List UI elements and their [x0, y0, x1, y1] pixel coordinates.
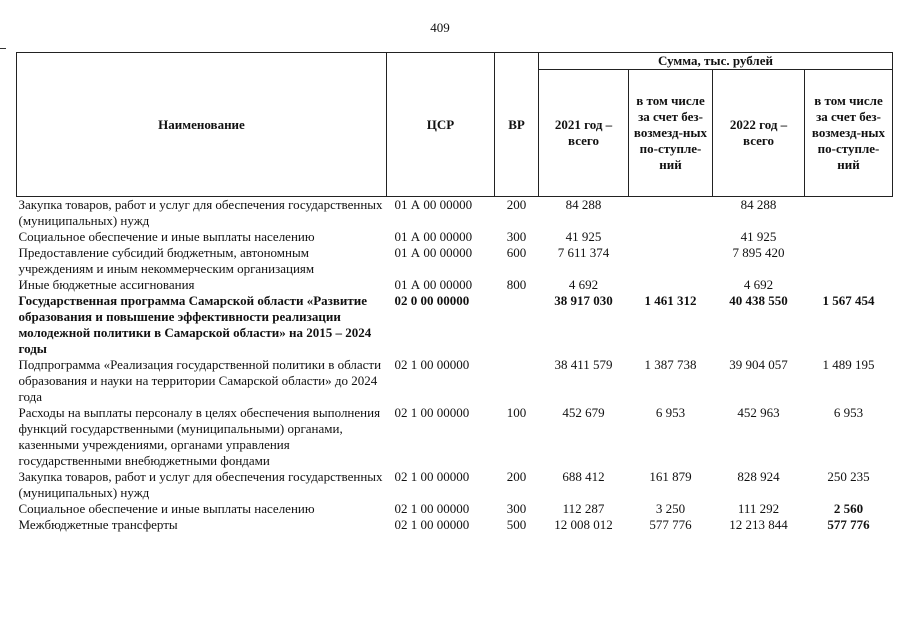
row-y2: 40 438 550: [729, 293, 788, 308]
table-row: [17, 277, 893, 293]
row-y1f: 1 387 738: [644, 357, 697, 372]
row-csr: 01 А 00 00000: [394, 197, 473, 212]
row-vr: 500: [506, 517, 527, 532]
table-row: [17, 405, 893, 469]
row-csr: 01 А 00 00000: [394, 277, 473, 292]
row-y2f: 250 235: [827, 469, 870, 484]
row-y2: 39 904 057: [729, 357, 788, 372]
header-year1-total: 2021 год – всего: [539, 70, 629, 197]
row-y1: 38 917 030: [554, 293, 613, 308]
table-row: [17, 501, 893, 517]
row-y2f: [805, 501, 893, 517]
row-y1: 12 008 012: [554, 517, 613, 532]
row-name: Предоставление субсидий бюджетным, автономным учреждениям и иным некоммерческим организациям: [18, 245, 315, 276]
row-y2: 7 895 420: [732, 245, 785, 260]
header-sum-group: Сумма, тыс. рублей: [539, 53, 893, 70]
table-row: [17, 469, 893, 501]
row-csr: 02 1 00 00000: [394, 405, 470, 420]
row-vr: 200: [506, 197, 527, 212]
row-vr: [495, 293, 539, 357]
header-year1-free: в том числе за счет без-возмезд-ных по-ступле-ний: [629, 70, 713, 197]
row-y2f: [805, 197, 893, 230]
header-name: Наименование: [17, 53, 387, 197]
row-y1f: [629, 277, 713, 293]
row-name: Закупка товаров, работ и услуг для обеспечения государственных (муниципальных) нужд: [18, 197, 383, 228]
row-y1f: [629, 245, 713, 277]
table-row-program: [17, 293, 893, 357]
row-csr: 02 0 00 00000: [394, 293, 470, 308]
row-y2: 84 288: [740, 197, 777, 212]
row-name: Расходы на выплаты персоналу в целях обеспечения выполнения функций государственными (муниципальными) органами, казенными учреждениями, органами управления государственными внебюджетными фондами: [18, 405, 381, 468]
margin-mark: [0, 48, 6, 49]
row-csr: 01 А 00 00000: [394, 229, 473, 244]
row-y2f: 6 953: [833, 405, 864, 420]
page-number: 409: [430, 20, 450, 35]
table-row: [17, 197, 893, 230]
row-y1f: [629, 229, 713, 245]
budget-table: [16, 52, 893, 533]
row-y2: 4 692: [743, 277, 774, 292]
row-name: Государственная программа Самарской области «Развитие образования и повышение эффективности реализации молодежной политики в Самарской области» на 2015 – 2024 годы: [18, 293, 372, 356]
row-vr: 100: [506, 405, 527, 420]
row-y2: 41 925: [740, 229, 777, 244]
row-y1: 84 288: [565, 197, 602, 212]
row-name: Межбюджетные трансферты: [18, 517, 178, 532]
row-name: Закупка товаров, работ и услуг для обеспечения государственных (муниципальных) нужд: [18, 469, 383, 500]
row-name: Социальное обеспечение и иные выплаты населению: [18, 229, 315, 244]
row-name: Иные бюджетные ассигнования: [18, 277, 195, 292]
row-y1f: 1 461 312: [644, 293, 697, 308]
row-name: Подпрограмма «Реализация государственной политики в области образования и науки на территории Самарской области» до 2024 года: [18, 357, 382, 404]
row-y2: 828 924: [737, 469, 780, 484]
row-y1: 452 679: [562, 405, 605, 420]
row-csr: 02 1 00 00000: [394, 357, 470, 372]
row-y1: 112 287: [562, 501, 605, 516]
row-vr: 300: [506, 501, 527, 516]
table-body: [17, 197, 893, 534]
row-y1: 688 412: [562, 469, 605, 484]
row-y2f-value: 577 776: [827, 517, 870, 532]
row-y1: 38 411 579: [554, 357, 613, 372]
table-row: [17, 245, 893, 277]
header-vr: ВР: [495, 53, 539, 197]
row-y1f: [629, 197, 713, 230]
table-row: [17, 357, 893, 405]
row-csr: 02 1 00 00000: [394, 469, 470, 484]
row-y1f: 6 953: [655, 405, 686, 420]
row-name: Социальное обеспечение и иные выплаты населению: [18, 501, 315, 516]
row-vr: 200: [506, 469, 527, 484]
row-y2: 452 963: [737, 405, 780, 420]
row-csr: 02 1 00 00000: [394, 517, 470, 532]
row-y1: 41 925: [565, 229, 602, 244]
row-y2f-value: 2 560: [833, 501, 864, 516]
row-y2f: 1 489 195: [822, 357, 875, 372]
row-csr: 02 1 00 00000: [394, 501, 470, 516]
table-header: [17, 53, 893, 197]
row-vr: 800: [506, 277, 527, 292]
row-vr: 300: [506, 229, 527, 244]
header-year2-total: 2022 год – всего: [713, 70, 805, 197]
row-y1: 4 692: [568, 277, 599, 292]
row-y1: 7 611 374: [557, 245, 610, 260]
table-row: [17, 517, 893, 533]
row-vr: 600: [506, 245, 527, 260]
row-y2: 12 213 844: [729, 517, 788, 532]
row-y2f: [805, 277, 893, 293]
row-csr: 01 А 00 00000: [394, 245, 473, 260]
row-y2f: [805, 245, 893, 277]
row-y1f: 161 879: [649, 469, 692, 484]
row-y2: 111 292: [737, 501, 780, 516]
table-row: [17, 229, 893, 245]
header-year2-free: в том числе за счет без-возмезд-ных по-ступле-ний: [805, 70, 893, 197]
row-y1f: 3 250: [655, 501, 686, 516]
row-y2f: 1 567 454: [822, 293, 875, 308]
row-vr: [495, 357, 539, 405]
header-csr: ЦСР: [387, 53, 495, 197]
row-y2f: [805, 517, 893, 533]
row-y2f: [805, 229, 893, 245]
row-y1f: 577 776: [649, 517, 692, 532]
